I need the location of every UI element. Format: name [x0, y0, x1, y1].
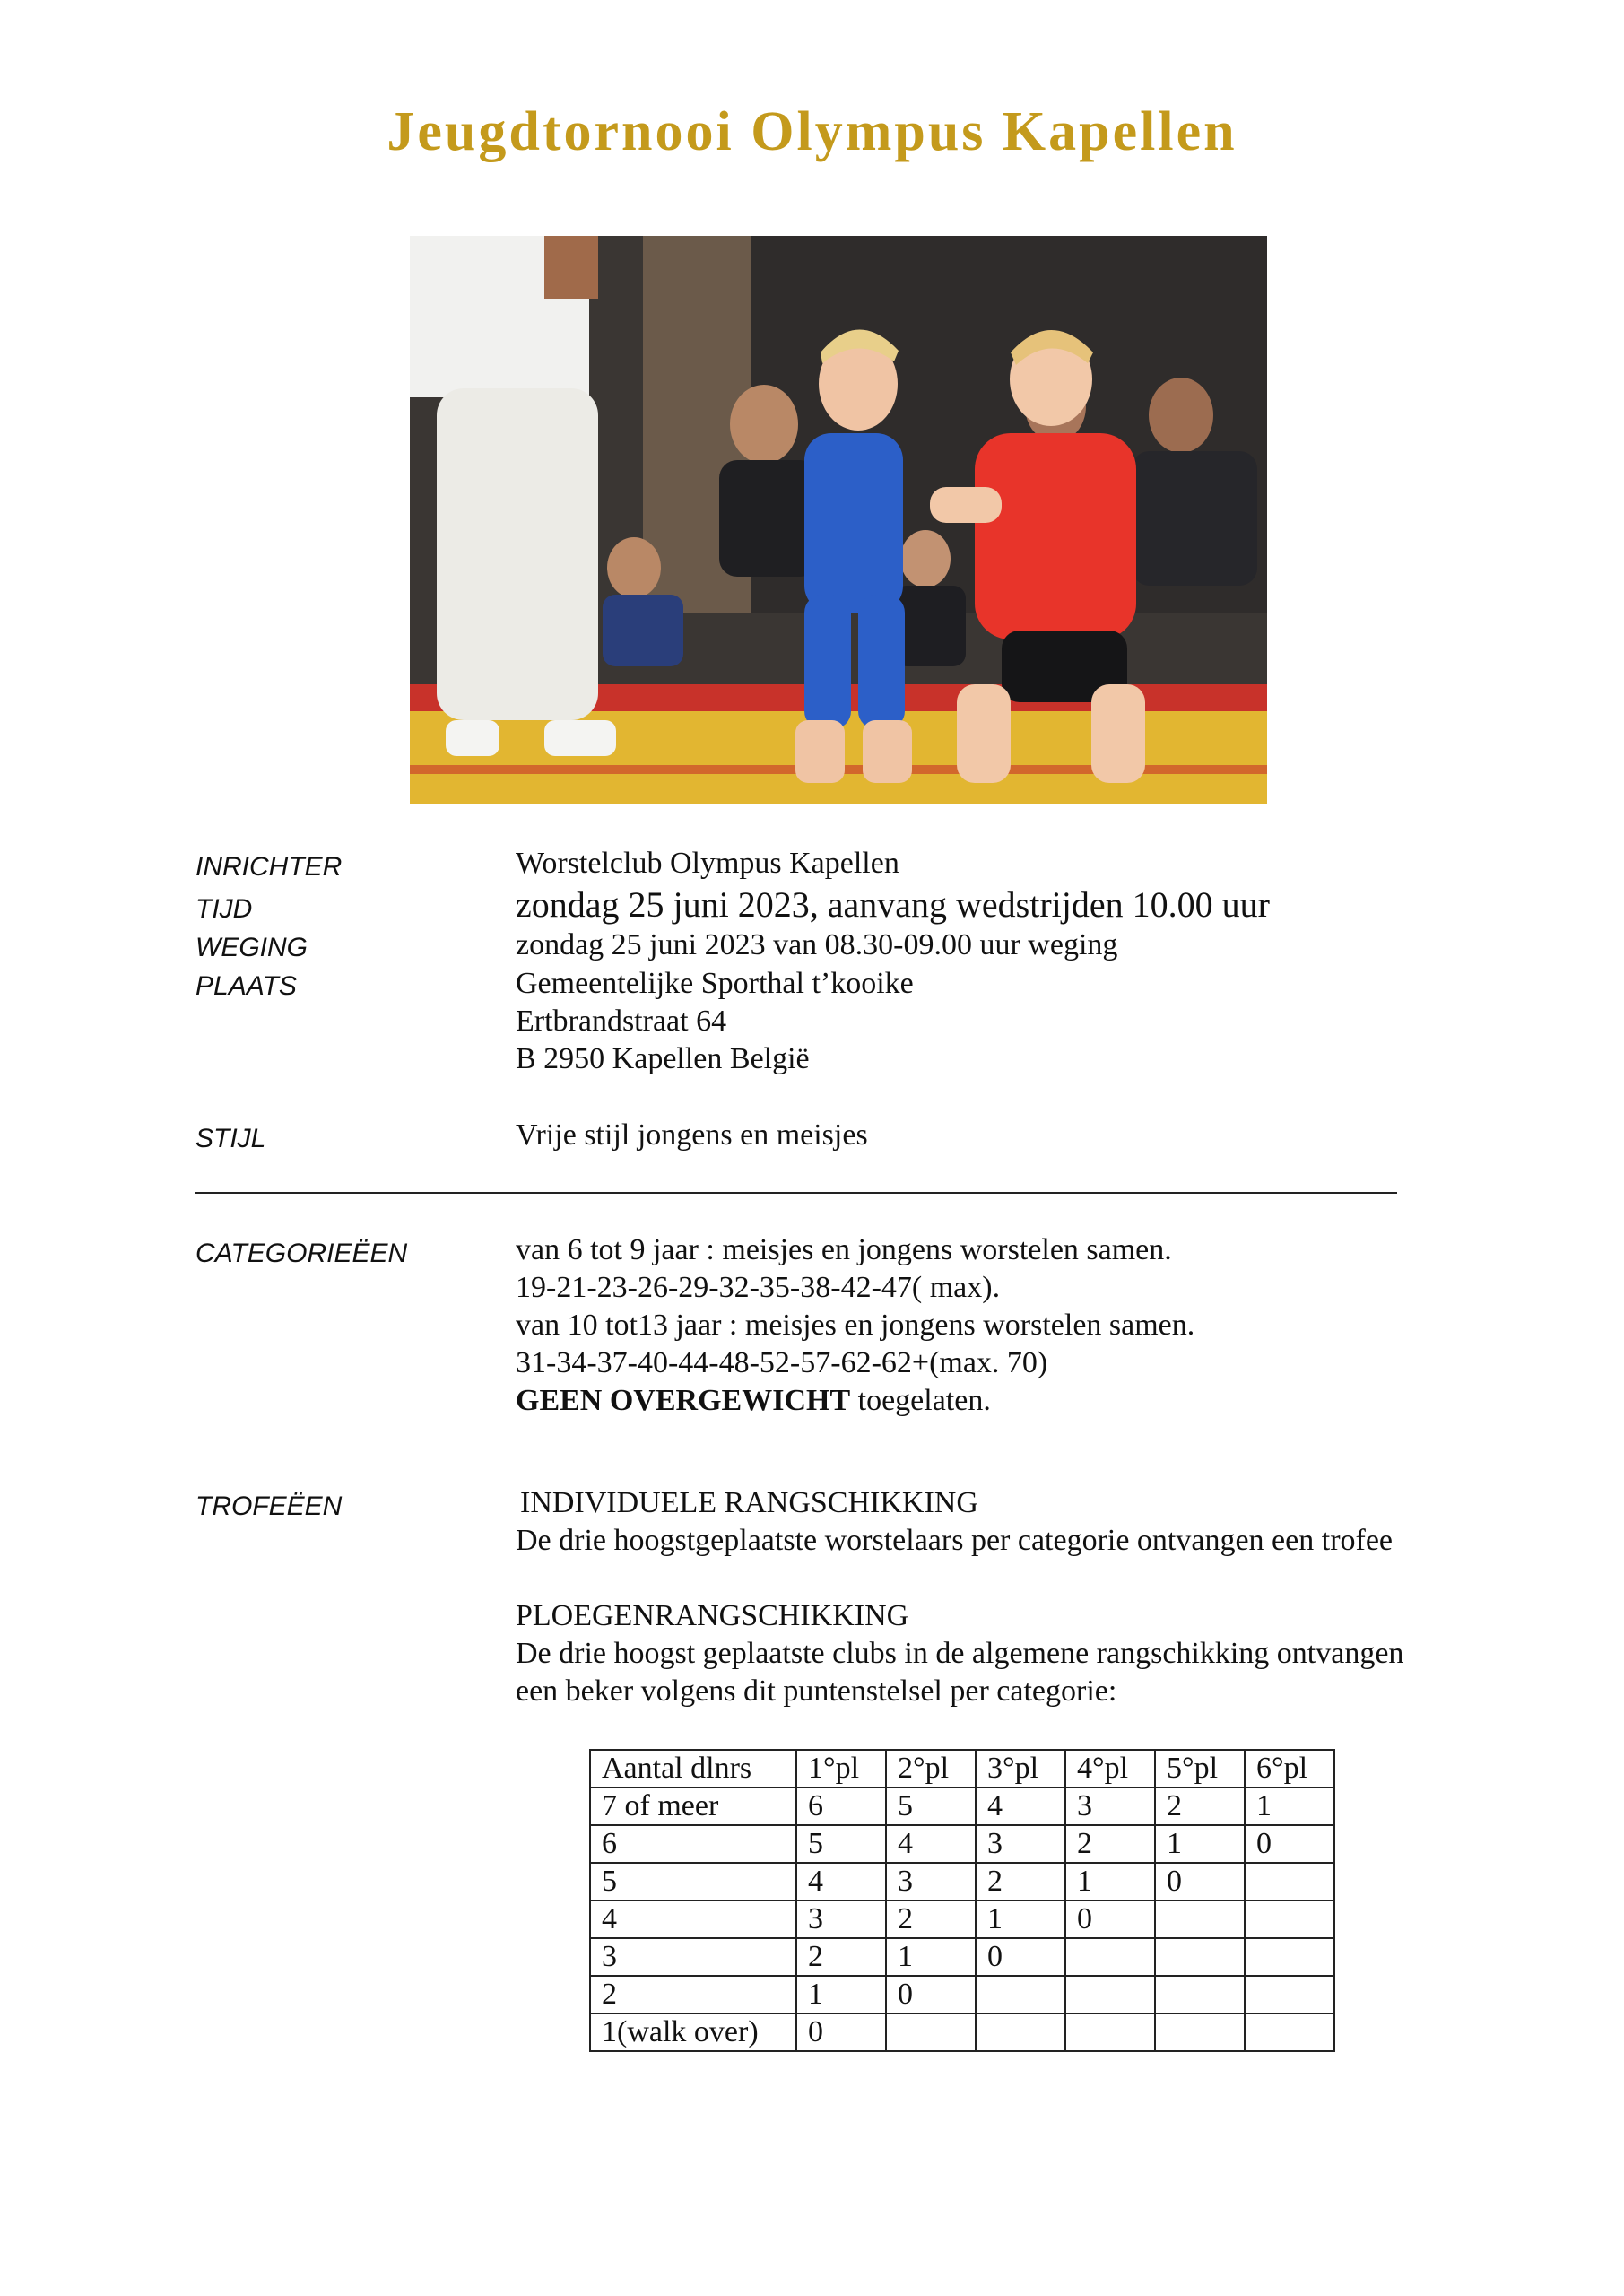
plaats-line1: Gemeentelijke Sporthal t’kooike	[516, 967, 914, 1000]
plaats-label: PLAATS	[195, 971, 297, 1001]
table-header-cell: 3°pl	[976, 1750, 1065, 1787]
table-cell	[1065, 1938, 1155, 1976]
no-overweight-notice: GEEN OVERGEWICHT	[516, 1384, 851, 1417]
table-row	[590, 2013, 1334, 2051]
table-cell: 2	[976, 1863, 1065, 1900]
team-text-2: een beker volgens dit puntenstelsel per categorie:	[516, 1674, 1117, 1708]
table-cell: 0	[976, 1938, 1065, 1976]
categories-label: CATEGORIEËEN	[195, 1239, 408, 1268]
individual-heading: INDIVIDUELE RANGSCHIKKING	[520, 1486, 978, 1519]
table-cell: 5	[590, 1863, 796, 1900]
table-cell	[1065, 1976, 1155, 2013]
table-cell: 1	[796, 1976, 886, 2013]
table-cell: 2	[1065, 1825, 1155, 1863]
table-cell: 4	[886, 1825, 976, 1863]
table-cell: 3	[590, 1938, 796, 1976]
table-cell	[1155, 1976, 1245, 2013]
points-table	[589, 1749, 1335, 2052]
trophies-label: TROFEËEN	[195, 1492, 343, 1521]
table-cell	[1245, 1938, 1334, 1976]
table-cell: 0	[886, 1976, 976, 2013]
individual-text: De drie hoogstgeplaatste worstelaars per categorie ontvangen een trofee	[516, 1524, 1394, 1557]
categories-line2: 19-21-23-26-29-32-35-38-42-47( max).	[516, 1271, 1001, 1304]
table-cell: 4	[590, 1900, 796, 1938]
table-header-cell: 6°pl	[1245, 1750, 1334, 1787]
table-header-row	[590, 1750, 1334, 1787]
table-header-cell: Aantal dlnrs	[590, 1750, 796, 1787]
table-cell: 3	[1065, 1787, 1155, 1825]
table-row	[590, 1976, 1334, 2013]
table-cell: 6	[796, 1787, 886, 1825]
table-header-cell: 4°pl	[1065, 1750, 1155, 1787]
page-title: Jeugdtornooi Olympus Kapellen	[386, 101, 1238, 162]
table-cell	[1245, 2013, 1334, 2051]
table-cell: 0	[796, 2013, 886, 2051]
table-cell: 5	[796, 1825, 886, 1863]
table-cell: 1(walk over)	[590, 2013, 796, 2051]
table-cell: 1	[1155, 1825, 1245, 1863]
table-cell: 4	[976, 1787, 1065, 1825]
table-cell: 1	[1245, 1787, 1334, 1825]
no-overweight-rest: toegelaten.	[850, 1384, 991, 1417]
table-cell: 3	[976, 1825, 1065, 1863]
table-cell	[976, 2013, 1065, 2051]
table-cell	[1155, 1938, 1245, 1976]
divider	[195, 1192, 1397, 1194]
table-cell: 3	[796, 1900, 886, 1938]
table-cell	[1065, 2013, 1155, 2051]
table-cell	[1155, 1900, 1245, 1938]
weging-label: WEGING	[195, 933, 308, 962]
categories-line5	[516, 1384, 991, 1418]
table-cell: 5	[886, 1787, 976, 1825]
table-cell: 2	[590, 1976, 796, 2013]
table-cell: 4	[796, 1863, 886, 1900]
team-heading: PLOEGENRANGSCHIKKING	[516, 1599, 909, 1632]
table-header-cell: 1°pl	[796, 1750, 886, 1787]
points-table-body	[590, 1750, 1334, 2051]
categories-line4: 31-34-37-40-44-48-52-57-62-62+(max. 70)	[516, 1346, 1048, 1379]
table-row	[590, 1825, 1334, 1863]
table-cell: 2	[886, 1900, 976, 1938]
wrestling-photo-icon	[410, 236, 1267, 804]
table-cell: 1	[886, 1938, 976, 1976]
table-header-cell: 2°pl	[886, 1750, 976, 1787]
inrichter-value: Worstelclub Olympus Kapellen	[516, 847, 899, 880]
tijd-value: zondag 25 juni 2023, aanvang wedstrijden 10.00 uur	[516, 884, 1270, 925]
tijd-label: TIJD	[195, 894, 253, 924]
stijl-value: Vrije stijl jongens en meisjes	[516, 1118, 868, 1152]
table-cell: 0	[1065, 1900, 1155, 1938]
table-cell	[1155, 2013, 1245, 2051]
stijl-label: STIJL	[195, 1124, 266, 1153]
table-cell: 0	[1245, 1825, 1334, 1863]
table-row	[590, 1900, 1334, 1938]
table-cell	[1245, 1863, 1334, 1900]
table-cell: 1	[1065, 1863, 1155, 1900]
table-cell: 2	[1155, 1787, 1245, 1825]
table-cell	[1245, 1976, 1334, 2013]
wrestling-photo	[410, 236, 1267, 804]
weging-value: zondag 25 juni 2023 van 08.30-09.00 uur weging	[516, 928, 1118, 961]
table-row	[590, 1938, 1334, 1976]
table-cell: 0	[1155, 1863, 1245, 1900]
table-row	[590, 1863, 1334, 1900]
team-text-1: De drie hoogst geplaatste clubs in de algemene rangschikking ontvangen	[516, 1637, 1404, 1670]
categories-line3: van 10 tot13 jaar : meisjes en jongens worstelen samen.	[516, 1309, 1195, 1342]
table-cell	[886, 2013, 976, 2051]
table-cell	[976, 1976, 1065, 2013]
table-row	[590, 1787, 1334, 1825]
table-cell: 3	[886, 1863, 976, 1900]
table-cell: 1	[976, 1900, 1065, 1938]
table-cell: 7 of meer	[590, 1787, 796, 1825]
table-cell: 6	[590, 1825, 796, 1863]
plaats-line2: Ertbrandstraat 64	[516, 1004, 727, 1038]
inrichter-label: INRICHTER	[195, 852, 343, 882]
table-cell: 2	[796, 1938, 886, 1976]
table-header-cell: 5°pl	[1155, 1750, 1245, 1787]
table-cell	[1245, 1900, 1334, 1938]
categories-line1: van 6 tot 9 jaar : meisjes en jongens worstelen samen.	[516, 1233, 1172, 1266]
plaats-line3: B 2950 Kapellen België	[516, 1042, 810, 1075]
